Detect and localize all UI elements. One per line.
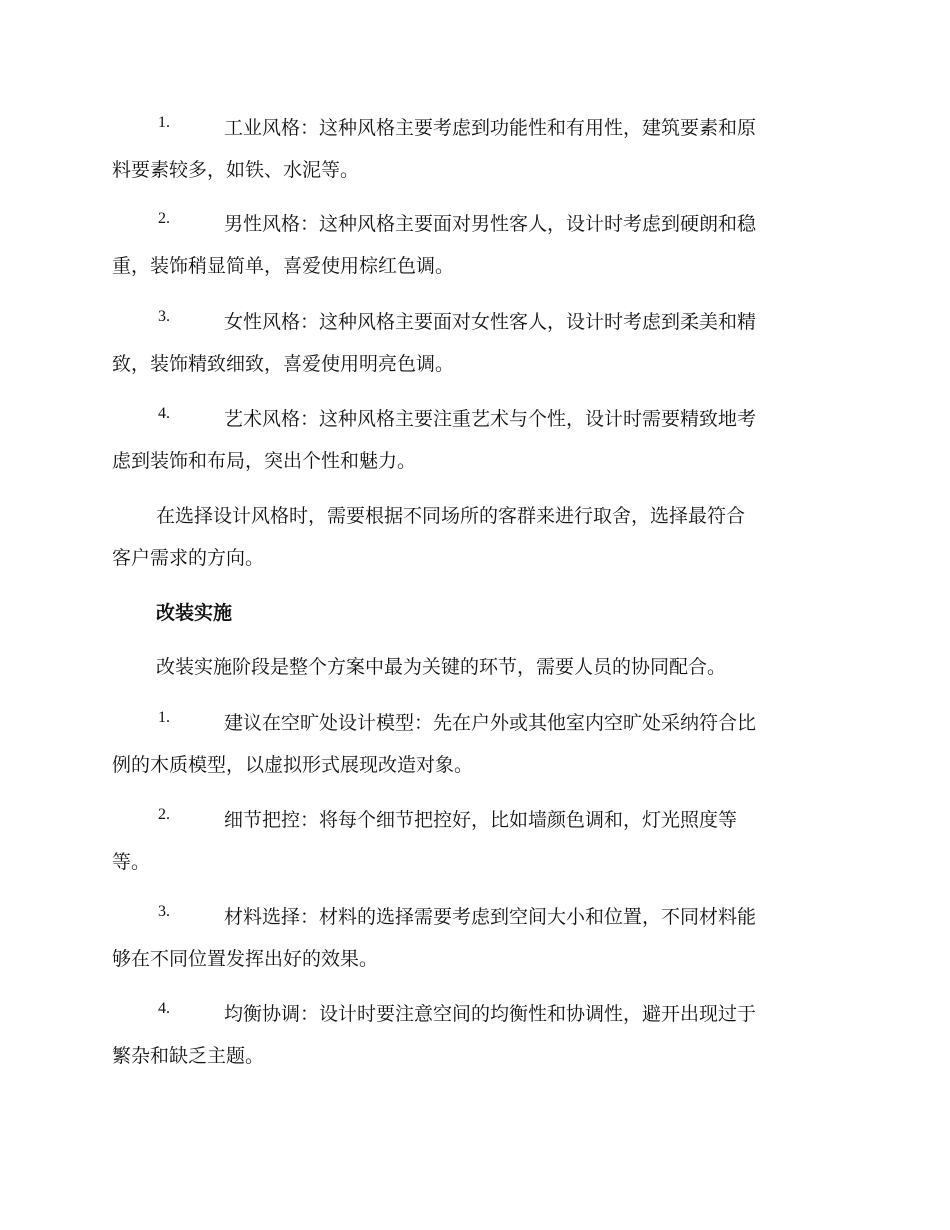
list-number: 1. <box>158 709 170 726</box>
list-item-text-line2: 够在不同位置发挥出好的效果。 <box>112 948 379 970</box>
paragraph-line1: 在选择设计风格时，需要根据不同场所的客群来进行取舍，选择最符合 <box>156 505 746 527</box>
list-number: 4. <box>158 405 170 422</box>
list-item-text-line2: 重，装饰稍显简单，喜爱使用棕红色调。 <box>112 255 455 277</box>
list-item-text-line2: 等。 <box>112 851 151 873</box>
list-item-text-line1: 建议在空旷处设计模型：先在户外或其他室内空旷处采纳符合比 <box>224 712 757 734</box>
list-item-text-line1: 均衡协调：设计时要注意空间的均衡性和协调性，避开出现过于 <box>224 1003 757 1025</box>
section-heading: 改装实施 <box>156 602 233 624</box>
list-item-text-line2: 料要素较多，如铁、水泥等。 <box>112 159 360 181</box>
list-item-text-line1: 细节把控：将每个细节把控好，比如墙颜色调和，灯光照度等 <box>224 809 738 831</box>
paragraph-line2: 客户需求的方向。 <box>112 547 265 569</box>
paragraph-line1: 改装实施阶段是整个方案中最为关键的环节，需要人员的协同配合。 <box>156 656 727 678</box>
list-item-text-line1: 艺术风格：这种风格主要注重艺术与个性，设计时需要精致地考 <box>224 408 757 430</box>
list-number: 3. <box>158 308 170 325</box>
list-item-text-line2: 虑到装饰和布局，突出个性和魅力。 <box>112 450 417 472</box>
list-number: 1. <box>158 114 170 131</box>
list-item-text-line1: 材料选择：材料的选择需要考虑到空间大小和位置，不同材料能 <box>224 906 757 928</box>
list-number: 2. <box>158 806 170 823</box>
list-number: 4. <box>158 1000 170 1017</box>
list-item-text-line1: 女性风格：这种风格主要面对女性客人，设计时考虑到柔美和精 <box>224 311 757 333</box>
list-item-text-line1: 工业风格：这种风格主要考虑到功能性和有用性，建筑要素和原 <box>224 117 757 139</box>
list-number: 3. <box>158 903 170 920</box>
list-item-text-line2: 例的木质模型，以虚拟形式展现改造对象。 <box>112 754 474 776</box>
list-item-text-line2: 致，装饰精致细致，喜爱使用明亮色调。 <box>112 353 455 375</box>
list-number: 2. <box>158 210 170 227</box>
list-item-text-line1: 男性风格：这种风格主要面对男性客人，设计时考虑到硬朗和稳 <box>224 213 757 235</box>
list-item-text-line2: 繁杂和缺乏主题。 <box>112 1045 265 1067</box>
